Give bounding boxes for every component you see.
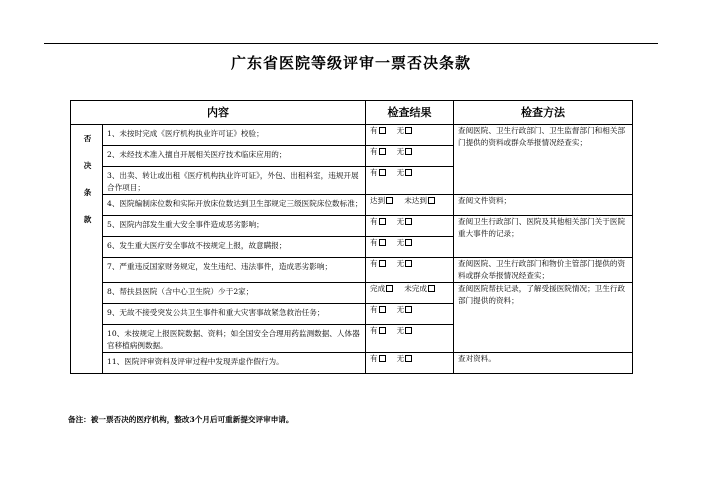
check-method: 查阅卫生行政部门、医院及其他相关部门关于医院重大事件的记录； xyxy=(454,216,633,258)
clause-item: 11、医院评审资料及评审过程中发现弄虚作假行为。 xyxy=(103,353,366,374)
check-result: 完成 未完成 xyxy=(366,283,454,304)
clause-item: 1、未按时完成《医疗机构执业许可证》校验； xyxy=(103,125,366,146)
checkbox-icon[interactable] xyxy=(405,169,412,176)
top-rule xyxy=(44,43,658,44)
table-row xyxy=(71,195,633,216)
check-result: 有 无 xyxy=(366,325,454,353)
check-result: 有 无 xyxy=(366,304,454,325)
table-header-row xyxy=(71,101,633,125)
footnote: 备注：被一票否决的医疗机构，整改3个月后可重新提交评审申请。 xyxy=(68,415,294,424)
clause-item: 6、发生重大医疗安全事故不按规定上报，故意瞒报； xyxy=(103,237,366,258)
clause-item: 2、未经技术准入擅自开展相关医疗技术临床应用的； xyxy=(103,146,366,167)
clause-item: 5、医院内部发生重大安全事件造成恶劣影响； xyxy=(103,216,366,237)
checkbox-icon[interactable] xyxy=(379,218,386,225)
clause-item: 8、帮扶县医院（含中心卫生院）少于2家； xyxy=(103,283,366,304)
checkbox-icon[interactable] xyxy=(379,260,386,267)
checkbox-icon[interactable] xyxy=(405,239,412,246)
checkbox-icon[interactable] xyxy=(379,327,386,334)
clause-item: 9、无故不接受突发公共卫生事件和重大灾害事故紧急救治任务； xyxy=(103,304,366,325)
document-title: 广东省医院等级评审一票否决条款 xyxy=(230,54,471,72)
header-content: 内容 xyxy=(71,101,366,125)
check-result: 有 无 xyxy=(366,167,454,195)
table-row xyxy=(71,258,633,283)
header-result: 检查结果 xyxy=(366,101,454,125)
checkbox-icon[interactable] xyxy=(405,127,412,134)
table-row xyxy=(71,216,633,237)
checkbox-icon[interactable] xyxy=(428,197,435,204)
check-result: 有 无 xyxy=(366,237,454,258)
check-method: 查阅医院、卫生行政部门、卫生监督部门和相关部门提供的资料或群众举报情况经查实； xyxy=(454,125,633,195)
checkbox-icon[interactable] xyxy=(386,197,393,204)
checkbox-icon[interactable] xyxy=(405,327,412,334)
checkbox-icon[interactable] xyxy=(386,285,393,292)
check-result: 达到 未达到 xyxy=(366,195,454,216)
check-method: 查对资料。 xyxy=(454,353,633,374)
checkbox-icon[interactable] xyxy=(405,306,412,313)
clause-item: 3、出卖、转让或出租《医疗机构执业许可证》，外包、出租科室，违规开展合作项目； xyxy=(103,167,366,195)
check-result: 有 无 xyxy=(366,353,454,374)
veto-clause-table xyxy=(70,100,633,374)
checkbox-icon[interactable] xyxy=(379,306,386,313)
checkbox-icon[interactable] xyxy=(379,239,386,246)
header-method: 检查方法 xyxy=(454,101,633,125)
checkbox-icon[interactable] xyxy=(405,218,412,225)
checkbox-icon[interactable] xyxy=(405,260,412,267)
checkbox-icon[interactable] xyxy=(379,355,386,362)
checkbox-icon[interactable] xyxy=(379,148,386,155)
check-result: 有 无 xyxy=(366,216,454,237)
checkbox-icon[interactable] xyxy=(379,127,386,134)
checkbox-icon[interactable] xyxy=(428,285,435,292)
clause-item: 10、未按规定上报医院数据、资料；如全国安全合理用药监测数据、人体器官移植病例数据。 xyxy=(103,325,366,353)
check-result: 有 无 xyxy=(366,258,454,283)
clause-item: 4、医院编制床位数和实际开放床位数达到卫生部规定三级医院床位数标准； xyxy=(103,195,366,216)
check-method: 查阅文件资料； xyxy=(454,195,633,216)
clause-item: 7、严重违反国家财务规定，发生违纪、违法事件，造成恶劣影响； xyxy=(103,258,366,283)
table-row xyxy=(71,353,633,374)
table-row xyxy=(71,283,633,304)
check-method: 查阅医院帮扶记录，了解受援医院情况；卫生行政部门提供的资料； xyxy=(454,283,633,353)
checkbox-icon[interactable] xyxy=(379,169,386,176)
table-row xyxy=(71,125,633,146)
category-label: 否 决 条 款 xyxy=(71,125,103,374)
check-method: 查阅医院、卫生行政部门和物价主管部门提供的资料或群众举报情况经查实； xyxy=(454,258,633,283)
check-result: 有 无 xyxy=(366,125,454,146)
check-result: 有 无 xyxy=(366,146,454,167)
checkbox-icon[interactable] xyxy=(405,355,412,362)
checkbox-icon[interactable] xyxy=(405,148,412,155)
